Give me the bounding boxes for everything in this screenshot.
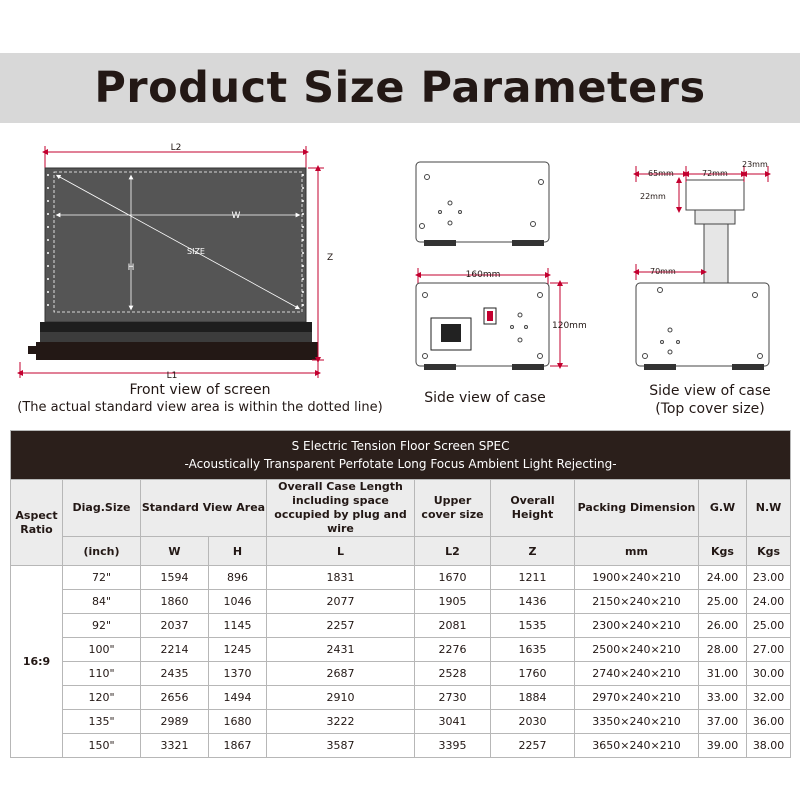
- unit-h: H: [209, 537, 267, 566]
- dimension-diagrams: [0, 130, 800, 380]
- table-row: [11, 614, 791, 638]
- spec-table-body: [11, 566, 791, 758]
- cell-nw: 25.00: [747, 614, 791, 638]
- side-view-top-caption-line1: Side view of case: [649, 383, 771, 399]
- table-row: [11, 710, 791, 734]
- cell-z: 1535: [491, 614, 575, 638]
- cell-l: 2077: [267, 590, 415, 614]
- cell-diag: 100": [63, 638, 141, 662]
- cell-diag: 84": [63, 590, 141, 614]
- cell-gw: 39.00: [699, 734, 747, 758]
- page-title: Product Size Parameters: [94, 63, 706, 113]
- label-z: Z: [327, 253, 334, 263]
- cell-l2: 3395: [415, 734, 491, 758]
- cell-l2: 2528: [415, 662, 491, 686]
- label-22mm: 22mm: [640, 192, 666, 201]
- cell-diag: 135": [63, 710, 141, 734]
- cell-h: 896: [209, 566, 267, 590]
- cell-gw: 28.00: [699, 638, 747, 662]
- label-70mm: 70mm: [650, 267, 676, 276]
- cell-gw: 24.00: [699, 566, 747, 590]
- unit-l: L: [267, 537, 415, 566]
- table-row: [11, 566, 791, 590]
- cell-pack: 1900×240×210: [575, 566, 699, 590]
- unit-diag: (inch): [63, 537, 141, 566]
- cell-z: 1211: [491, 566, 575, 590]
- cell-w: 2989: [141, 710, 209, 734]
- cell-h: 1680: [209, 710, 267, 734]
- cell-l: 3587: [267, 734, 415, 758]
- cell-pack: 2500×240×210: [575, 638, 699, 662]
- cell-l: 2910: [267, 686, 415, 710]
- cell-h: 1867: [209, 734, 267, 758]
- cell-diag: 72": [63, 566, 141, 590]
- label-l2: L2: [170, 143, 182, 153]
- cell-z: 1436: [491, 590, 575, 614]
- table-row: [11, 662, 791, 686]
- cell-w: 2037: [141, 614, 209, 638]
- cell-l2: 2081: [415, 614, 491, 638]
- cell-h: 1046: [209, 590, 267, 614]
- cell-h: 1145: [209, 614, 267, 638]
- cell-pack: 2970×240×210: [575, 686, 699, 710]
- cell-w: 1594: [141, 566, 209, 590]
- header-diag-size: Diag.Size: [63, 480, 141, 537]
- label-h: H: [127, 263, 135, 273]
- cell-l: 3222: [267, 710, 415, 734]
- cell-diag: 150": [63, 734, 141, 758]
- cell-z: 1884: [491, 686, 575, 710]
- spec-title-line2: -Acoustically Transparent Perfotate Long Focus Ambient Light Rejecting-: [184, 457, 617, 471]
- cell-w: 2656: [141, 686, 209, 710]
- cell-nw: 36.00: [747, 710, 791, 734]
- cell-pack: 2300×240×210: [575, 614, 699, 638]
- label-23mm: 23mm: [742, 160, 768, 169]
- cell-z: 2257: [491, 734, 575, 758]
- cell-gw: 31.00: [699, 662, 747, 686]
- label-160mm: 160mm: [465, 270, 501, 280]
- cell-nw: 23.00: [747, 566, 791, 590]
- spec-table: [10, 430, 791, 758]
- cell-z: 2030: [491, 710, 575, 734]
- unit-nw: Kgs: [747, 537, 791, 566]
- title-bar: [0, 53, 800, 123]
- side-view-case-caption: Side view of case: [424, 390, 546, 406]
- cell-l: 2431: [267, 638, 415, 662]
- cell-z: 1760: [491, 662, 575, 686]
- unit-w: W: [141, 537, 209, 566]
- header-gw: G.W: [699, 480, 747, 537]
- cell-gw: 26.00: [699, 614, 747, 638]
- header-overall-height: Overall Height: [491, 480, 575, 537]
- table-row: [11, 686, 791, 710]
- label-72mm: 72mm: [702, 169, 728, 178]
- cell-pack: 2740×240×210: [575, 662, 699, 686]
- unit-gw: Kgs: [699, 537, 747, 566]
- cell-l: 2257: [267, 614, 415, 638]
- cell-pack: 3350×240×210: [575, 710, 699, 734]
- cell-l2: 2276: [415, 638, 491, 662]
- spec-table-title: [11, 431, 791, 480]
- label-120mm: 120mm: [552, 321, 587, 331]
- header-standard-view-area: Standard View Area: [141, 480, 267, 537]
- cell-diag: 110": [63, 662, 141, 686]
- cell-w: 3321: [141, 734, 209, 758]
- cell-l2: 1670: [415, 566, 491, 590]
- cell-gw: 33.00: [699, 686, 747, 710]
- table-row: [11, 638, 791, 662]
- cell-l2: 1905: [415, 590, 491, 614]
- front-view-caption: Front view of screen: [129, 382, 271, 398]
- unit-packing: mm: [575, 537, 699, 566]
- cell-l: 2687: [267, 662, 415, 686]
- label-l1: L1: [166, 371, 178, 380]
- side-view-top-caption: [620, 382, 800, 418]
- cell-nw: 32.00: [747, 686, 791, 710]
- label-size: SIZE: [187, 247, 205, 256]
- unit-l2: L2: [415, 537, 491, 566]
- cell-diag: 120": [63, 686, 141, 710]
- cell-h: 1245: [209, 638, 267, 662]
- header-case-length: Overall Case Length including space occupied by plug and wire: [267, 480, 415, 537]
- cell-l2: 3041: [415, 710, 491, 734]
- side-view-case-drawing: [416, 162, 568, 370]
- table-row: [11, 590, 791, 614]
- label-65mm: 65mm: [648, 169, 674, 178]
- header-upper-cover: Upper cover size: [415, 480, 491, 537]
- cell-l: 1831: [267, 566, 415, 590]
- header-packing: Packing Dimension: [575, 480, 699, 537]
- cell-nw: 24.00: [747, 590, 791, 614]
- cell-w: 1860: [141, 590, 209, 614]
- cell-h: 1370: [209, 662, 267, 686]
- label-w: W: [231, 211, 241, 221]
- cell-nw: 38.00: [747, 734, 791, 758]
- cell-pack: 2150×240×210: [575, 590, 699, 614]
- side-view-top-caption-line2: (Top cover size): [655, 401, 765, 417]
- cell-w: 2435: [141, 662, 209, 686]
- cell-diag: 92": [63, 614, 141, 638]
- aspect-ratio-cell: 16:9: [11, 566, 63, 758]
- spec-title-line1: S Electric Tension Floor Screen SPEC: [291, 439, 510, 453]
- front-view-note: (The actual standard view area is within the dotted line): [17, 400, 383, 415]
- cell-gw: 37.00: [699, 710, 747, 734]
- header-nw: N.W: [747, 480, 791, 537]
- cell-gw: 25.00: [699, 590, 747, 614]
- cell-w: 2214: [141, 638, 209, 662]
- cell-nw: 30.00: [747, 662, 791, 686]
- cell-nw: 27.00: [747, 638, 791, 662]
- cell-l2: 2730: [415, 686, 491, 710]
- cell-z: 1635: [491, 638, 575, 662]
- header-aspect-ratio: Aspect Ratio: [11, 480, 63, 566]
- cell-h: 1494: [209, 686, 267, 710]
- cell-pack: 3650×240×210: [575, 734, 699, 758]
- unit-z: Z: [491, 537, 575, 566]
- front-view-drawing: [20, 143, 333, 380]
- table-row: [11, 734, 791, 758]
